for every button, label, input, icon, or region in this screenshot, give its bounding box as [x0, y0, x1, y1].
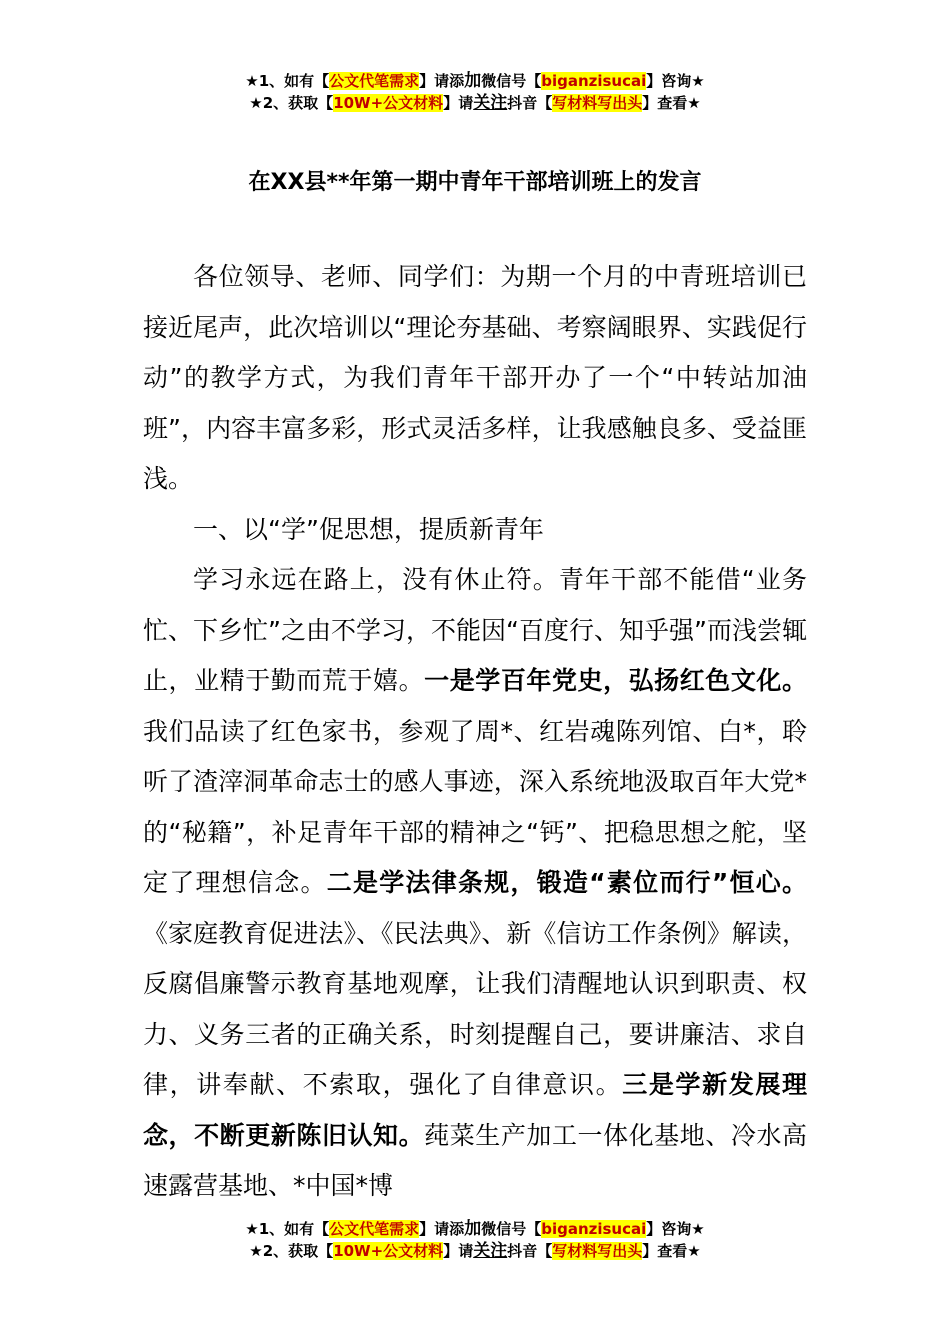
- highlight-materials: 10W+公文材料: [333, 1242, 444, 1260]
- highlight-materials: 10W+公文材料: [333, 94, 444, 112]
- document-title: 在XX县**年第一期中青年干部培训班上的发言: [248, 170, 702, 195]
- highlight-writing-service: 公文代笔需求: [329, 1220, 420, 1238]
- highlight-douyin-account: 写材料写出头: [552, 94, 643, 112]
- promo-banner-top: [0, 70, 950, 114]
- bold-point-2: 二是学法律条规，锻造“素位而行”恒心。: [326, 868, 807, 897]
- promo-line-2: ★2、获取【10W+公文材料】请关注抖音【写材料写出头】查看★: [249, 93, 701, 113]
- paragraph-greeting: 各位领导、老师、同学们：为期一个月的中青班培训已接近尾声，此次培训以“理论夯基础、考察阔眼界、实践促行动”的教学方式，为我们青年干部开办了一个“中转站加油班”，内容丰富多彩，形式灵活多样，让我感触良多、受益匪浅。: [143, 262, 807, 493]
- bold-point-3: 三是学新发展理念，不断更新陈旧认知。: [143, 1070, 807, 1150]
- bold-point-1: 一是学百年党史，弘扬红色文化。: [424, 666, 807, 695]
- paragraph-study: 学习永远在路上，没有休止符。青年干部不能借“业务忙、下乡忙”之由不学习，不能因“百度行、知乎强”而浅尝辄止，业精于勤而荒于嬉。一是学百年党史，弘扬红色文化。我们品读了红色家书，参观了周*、红岩魂陈列馆、白*，聆听了渣滓洞革命志士的感人事迹，深入系统地汲取百年大党*的“秘籍”，补足青年干部的精神之“钙”、把稳思想之舵，坚定了理想信念。二是学法律条规，锻造“素位而行”恒心。《家庭教育促进法》、《民法典》、新《信访工作条例》解读，反腐倡廉警示教育基地观摩，让我们清醒地认识到职责、权力、义务三者的正确关系，时刻提醒自己，要讲廉洁、求自律，讲奉献、不索取，强化了自律意识。三是学新发展理念，不断更新陈旧认知。莼菜生产加工一体化基地、冷水高速露营基地、*中国*博: [143, 565, 807, 1200]
- section-heading-1: 一、以“学”促思想，提质新青年: [193, 514, 544, 544]
- promo-line-2: ★2、获取【10W+公文材料】请关注抖音【写材料写出头】查看★: [249, 1241, 701, 1261]
- highlight-writing-service: 公文代笔需求: [329, 72, 420, 90]
- highlight-wechat-id: biganzisucai: [541, 1220, 647, 1238]
- document-body: [143, 252, 807, 1212]
- promo-line-1: ★1、如有【公文代笔需求】请添加微信号【biganzisucai】咨询★: [245, 1219, 705, 1239]
- highlight-douyin-account: 写材料写出头: [552, 1242, 643, 1260]
- promo-line-1: ★1、如有【公文代笔需求】请添加微信号【biganzisucai】咨询★: [245, 71, 705, 91]
- highlight-wechat-id: biganzisucai: [541, 72, 647, 90]
- promo-banner-bottom: [0, 1218, 950, 1262]
